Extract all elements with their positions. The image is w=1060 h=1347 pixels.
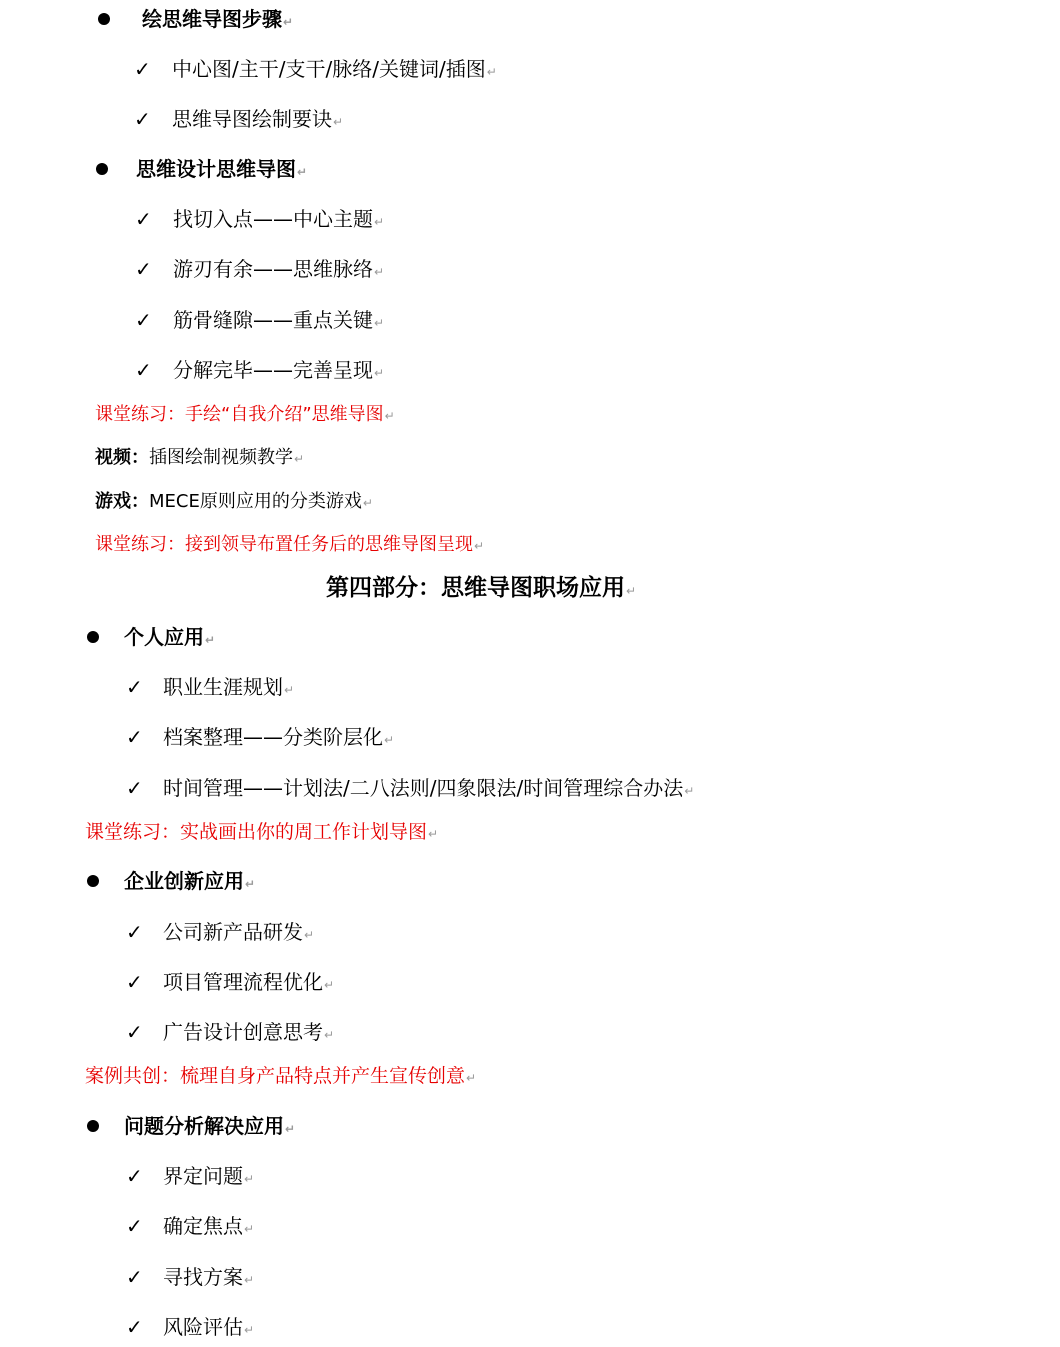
checkmark-icon: ✓ (135, 308, 152, 332)
case-text: 案例共创：梳理自身产品特点并产生宣传创意 (85, 1065, 466, 1087)
checkmark-icon: ✓ (126, 1265, 143, 1289)
return-mark-icon: ↵ (324, 1028, 335, 1042)
return-mark-icon: ↵ (244, 1222, 255, 1236)
return-mark-icon: ↵ (362, 496, 373, 510)
return-mark-icon: ↵ (283, 15, 294, 29)
game-label: 游戏： (95, 491, 149, 512)
section-title (326, 571, 636, 605)
check-item-label: 分解完毕——完善呈现 (173, 358, 373, 382)
return-mark-icon: ↵ (304, 928, 315, 942)
return-mark-icon: ↵ (284, 683, 295, 697)
return-mark-icon: ↵ (285, 1122, 296, 1136)
checkmark-icon: ✓ (134, 57, 151, 81)
case-line (85, 1061, 476, 1091)
return-mark-icon: ↵ (244, 1323, 255, 1337)
bullet-label: 问题分析解决应用 (124, 1114, 284, 1138)
check-item-label: 找切入点——中心主题 (173, 207, 373, 231)
bullet-label: 个人应用 (124, 625, 204, 649)
checkmark-icon: ✓ (126, 1020, 143, 1044)
bullet-dot-icon (96, 163, 108, 175)
return-mark-icon: ↵ (244, 1172, 255, 1186)
exercise-line (95, 530, 484, 560)
check-item-label: 游刃有余——思维脉络 (173, 257, 373, 281)
checkmark-icon: ✓ (126, 920, 143, 944)
return-mark-icon: ↵ (684, 784, 695, 798)
checkmark-icon: ✓ (126, 725, 143, 749)
exercise-line (95, 400, 395, 430)
return-mark-icon: ↵ (374, 366, 385, 380)
bullet-dot-icon (87, 631, 99, 643)
check-item-label: 确定焦点 (163, 1214, 243, 1238)
check-item-label: 思维导图绘制要诀 (172, 107, 332, 131)
game-text: MECE原则应用的分类游戏 (149, 491, 362, 512)
return-mark-icon: ↵ (626, 584, 637, 598)
check-item-label: 职业生涯规划 (163, 675, 283, 699)
bullet-label: 思维设计思维导图 (136, 157, 296, 181)
return-mark-icon: ↵ (294, 452, 305, 466)
bullet-dot-icon (87, 875, 99, 887)
bullet-dot-icon (87, 1120, 99, 1132)
return-mark-icon: ↵ (384, 409, 395, 423)
check-item-label: 时间管理——计划法/二八法则/四象限法/时间管理综合办法 (163, 776, 684, 800)
return-mark-icon: ↵ (333, 115, 344, 129)
checkmark-icon: ✓ (126, 1164, 143, 1188)
check-item-label: 寻找方案 (163, 1265, 243, 1289)
checkmark-icon: ✓ (135, 358, 152, 382)
return-mark-icon: ↵ (428, 827, 439, 841)
exercise-text: 课堂练习：实战画出你的周工作计划导图 (85, 821, 428, 843)
check-item-label: 界定问题 (163, 1164, 243, 1188)
checkmark-icon: ✓ (126, 675, 143, 699)
return-mark-icon: ↵ (486, 65, 497, 79)
return-mark-icon: ↵ (374, 265, 385, 279)
video-text: 插图绘制视频教学 (149, 447, 293, 468)
return-mark-icon: ↵ (466, 1071, 477, 1085)
return-mark-icon: ↵ (297, 165, 308, 179)
checkmark-icon: ✓ (135, 257, 152, 281)
bullet-label: 绘思维导图步骤 (142, 7, 282, 31)
return-mark-icon: ↵ (374, 316, 385, 330)
bullet-dot-icon (98, 13, 110, 25)
return-mark-icon: ↵ (245, 877, 256, 891)
checkmark-icon: ✓ (126, 970, 143, 994)
checkmark-icon: ✓ (126, 1214, 143, 1238)
return-mark-icon: ↵ (374, 215, 385, 229)
check-item-label: 广告设计创意思考 (163, 1020, 323, 1044)
checkmark-icon: ✓ (135, 207, 152, 231)
section-title-text: 第四部分：思维导图职场应用 (326, 575, 625, 601)
check-item-label: 档案整理——分类阶层化 (163, 725, 383, 749)
check-item-label: 风险评估 (163, 1315, 243, 1339)
check-item-label: 中心图/主干/支干/脉络/关键词/插图 (172, 57, 486, 81)
check-item-label: 公司新产品研发 (163, 920, 303, 944)
exercise-text: 课堂练习：手绘“自我介绍”思维导图 (95, 404, 384, 425)
video-label: 视频： (95, 447, 149, 468)
checkmark-icon: ✓ (134, 107, 151, 131)
return-mark-icon: ↵ (324, 978, 335, 992)
exercise-line (85, 817, 438, 847)
check-item-label: 筋骨缝隙——重点关键 (173, 308, 373, 332)
checkmark-icon: ✓ (126, 1315, 143, 1339)
check-item-label: 项目管理流程优化 (163, 970, 323, 994)
checkmark-icon: ✓ (126, 776, 143, 800)
bullet-label: 企业创新应用 (124, 869, 244, 893)
return-mark-icon: ↵ (205, 633, 216, 647)
exercise-text: 课堂练习：接到领导布置任务后的思维导图呈现 (95, 534, 473, 555)
return-mark-icon: ↵ (474, 539, 485, 553)
game-line (95, 487, 373, 517)
return-mark-icon: ↵ (244, 1273, 255, 1287)
video-line (95, 443, 304, 473)
return-mark-icon: ↵ (384, 733, 395, 747)
